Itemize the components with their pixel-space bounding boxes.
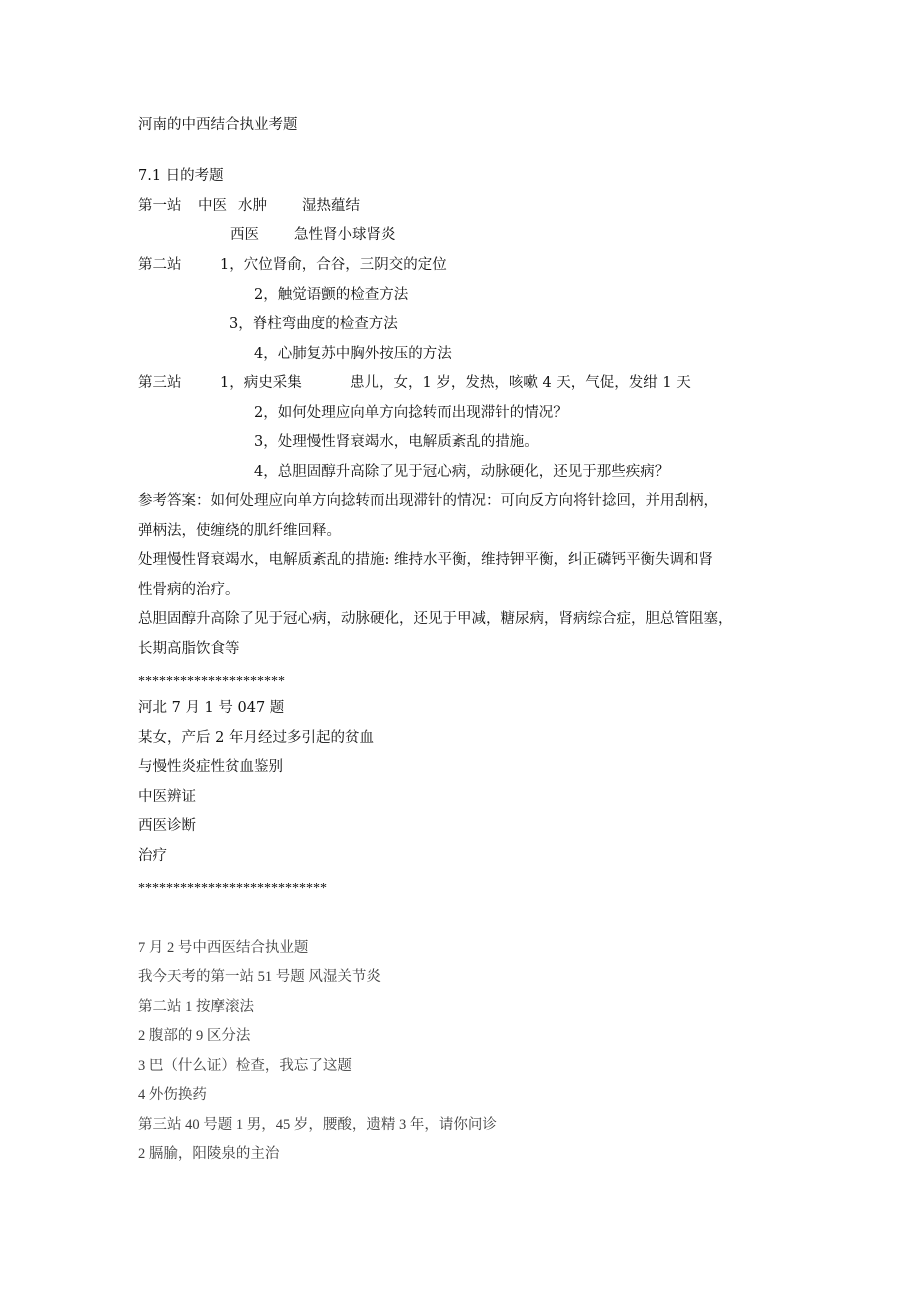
document-title: 河南的中西结合执业考题: [138, 117, 298, 133]
section3-line: 第三站 40 号题 1 男，45 岁，腰酸，遗精 3 年，请你问诊: [138, 1117, 497, 1133]
answer-line: 参考答案：如何处理应向单方向捻转而出现滞针的情况：可向反方向将针捻回，并用刮柄，: [138, 493, 718, 509]
section3-line: 第二站 1 按摩滚法: [138, 999, 254, 1015]
station1-tcm-label: 中医: [198, 198, 227, 214]
station1-wm-label: 西医: [230, 227, 259, 243]
station1-tcm-disease: 水肿: [238, 198, 267, 214]
section2-line: 某女，产后 2 年月经过多引起的贫血: [138, 730, 374, 746]
station2-item: 2，触觉语颤的检查方法: [254, 287, 409, 303]
station3-item1-label: 1，病史采集: [220, 375, 302, 391]
station3-label: 第三站: [138, 375, 182, 391]
section3-line: 4 外伤换药: [138, 1087, 207, 1103]
answer-line: 总胆固醇升高除了见于冠心病，动脉硬化，还见于甲减，糖尿病，肾病综合症，胆总管阻塞，: [138, 611, 733, 627]
separator: *********************: [138, 674, 285, 689]
station2-item: 3，脊柱弯曲度的检查方法: [229, 316, 398, 332]
answer-line: 处理慢性肾衰竭水，电解质紊乱的措施: 维持水平衡，维持钾平衡，纠正磷钙平衡失调和肾: [138, 552, 713, 568]
section3-line: 2 膈腧，阳陵泉的主治: [138, 1146, 280, 1162]
station1-tcm-pattern: 湿热蕴结: [302, 198, 360, 214]
section2-heading: 河北 7 月 1 号 047 题: [138, 700, 285, 716]
section3-line: 2 腹部的 9 区分法: [138, 1028, 251, 1044]
station3-item: 3，处理慢性肾衰竭水，电解质紊乱的措施。: [254, 434, 539, 450]
separator: ***************************: [138, 881, 327, 896]
answer-line: 长期高脂饮食等: [138, 641, 240, 657]
section3-line: 我今天考的第一站 51 号题 风湿关节炎: [138, 969, 381, 985]
station2-item: 4，心肺复苏中胸外按压的方法: [254, 346, 452, 362]
section3-heading: 7 月 2 号中西医结合执业题: [138, 940, 309, 956]
section2-line: 治疗: [138, 848, 167, 864]
station1-label: 第一站: [138, 198, 182, 214]
station2-label: 第二站: [138, 257, 182, 273]
section3-line: 3 巴（什么证）检查，我忘了这题: [138, 1058, 352, 1074]
station3-item1-case: 患儿，女，1 岁，发热，咳嗽 4 天，气促，发绀 1 天: [350, 375, 691, 391]
section1-heading: 7.1 日的考题: [138, 168, 224, 184]
station3-item: 2，如何处理应向单方向捻转而出现滞针的情况？: [254, 405, 568, 421]
station2-item: 1，穴位肾俞，合谷，三阴交的定位: [220, 257, 447, 273]
station1-wm-diagnosis: 急性肾小球肾炎: [294, 227, 396, 243]
section2-line: 中医辨证: [138, 789, 196, 805]
section2-line: 与慢性炎症性贫血鉴别: [138, 759, 283, 775]
answer-line: 性骨病的治疗。: [138, 582, 240, 598]
answer-line: 弹柄法，使缠绕的肌纤维回释。: [138, 523, 341, 539]
section2-line: 西医诊断: [138, 818, 196, 834]
station3-item: 4，总胆固醇升高除了见于冠心病，动脉硬化，还见于那些疾病？: [254, 464, 670, 480]
